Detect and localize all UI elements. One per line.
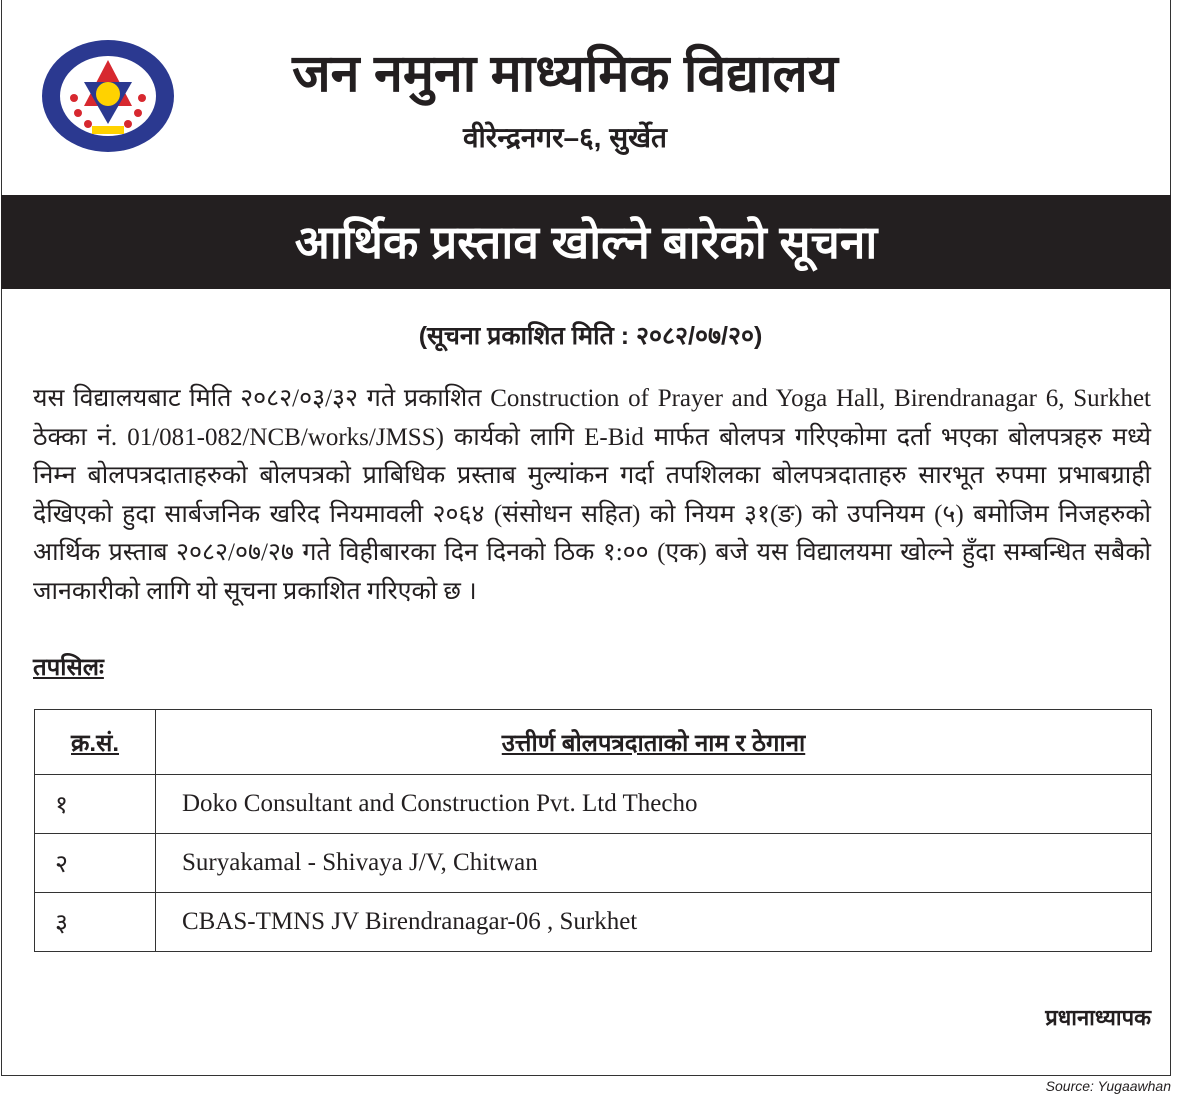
publication-date: (सूचना प्रकाशित मिति : २०८२/०७/२०) xyxy=(418,322,763,350)
header-bidder: उत्तीर्ण बोलपत्रदाताको नाम र ठेगाना xyxy=(156,710,1152,775)
table-row xyxy=(35,893,1152,952)
school-name: जन नमुना माध्यमिक विद्यालय xyxy=(292,45,838,103)
signature-title: प्रधानाध्यापक xyxy=(1045,1005,1151,1030)
bidders-table xyxy=(34,709,1152,952)
school-address: वीरेन्द्रनगर–६, सुर्खेत xyxy=(462,122,668,153)
table-header-row xyxy=(35,710,1152,775)
notice-title-banner: आर्थिक प्रस्ताव खोल्ने बारेको सूचना xyxy=(1,195,1171,289)
serial-cell: १ xyxy=(35,775,156,834)
details-label: तपसिलः xyxy=(33,654,104,681)
source-credit: Source: Yugaawhan xyxy=(1045,1078,1171,1094)
serial-cell: ३ xyxy=(35,893,156,952)
bidder-cell: CBAS-TMNS JV Birendranagar-06 , Surkhet xyxy=(156,893,1152,952)
bidder-cell: Suryakamal - Shivaya J/V, Chitwan xyxy=(156,834,1152,893)
table-row xyxy=(35,834,1152,893)
serial-cell: २ xyxy=(35,834,156,893)
notice-body: यस विद्यालयबाट मिति २०८२/०३/३२ गते प्रकाशित Construction of Prayer and Yoga Hall, Birendranagar 6, Surkhet ठेक्का नं. 01/081-082/NCB/works/JMSS) कार्यको लागि E-Bid मार्फत बोलपत्र गरिएकोमा दर्ता भएका बोलपत्रहरु मध्ये निम्न बोलपत्रदाताहरुको बोलपत्रको प्राबिधिक प्रस्ताब मुल्यांकन गर्दा तपशिलका बोलपत्रदाताहरु सारभूत रुपमा प्रभाबग्राही देखिएको हुदा सार्बजनिक खरिद नियमावली २०६४ (संसोधन सहित) को नियम ३१(ङ) को उपनियम (५) बमोजिम निजहरुको आर्थिक प्रस्ताब २०८२/०७/२७ गते विहीबारका दिन दिनको ठिक १:०० (एक) बजे यस विद्यालयमा खोल्ने हुँदा सम्बन्धित सबैको जानकारीको लागि यो सूचना प्रकाशित गरिएको छ । xyxy=(33,385,1151,605)
school-logo xyxy=(40,38,176,154)
header-serial: क्र.सं. xyxy=(35,710,156,775)
table-row xyxy=(35,775,1152,834)
bidder-cell: Doko Consultant and Construction Pvt. Ltd Thecho xyxy=(156,775,1152,834)
